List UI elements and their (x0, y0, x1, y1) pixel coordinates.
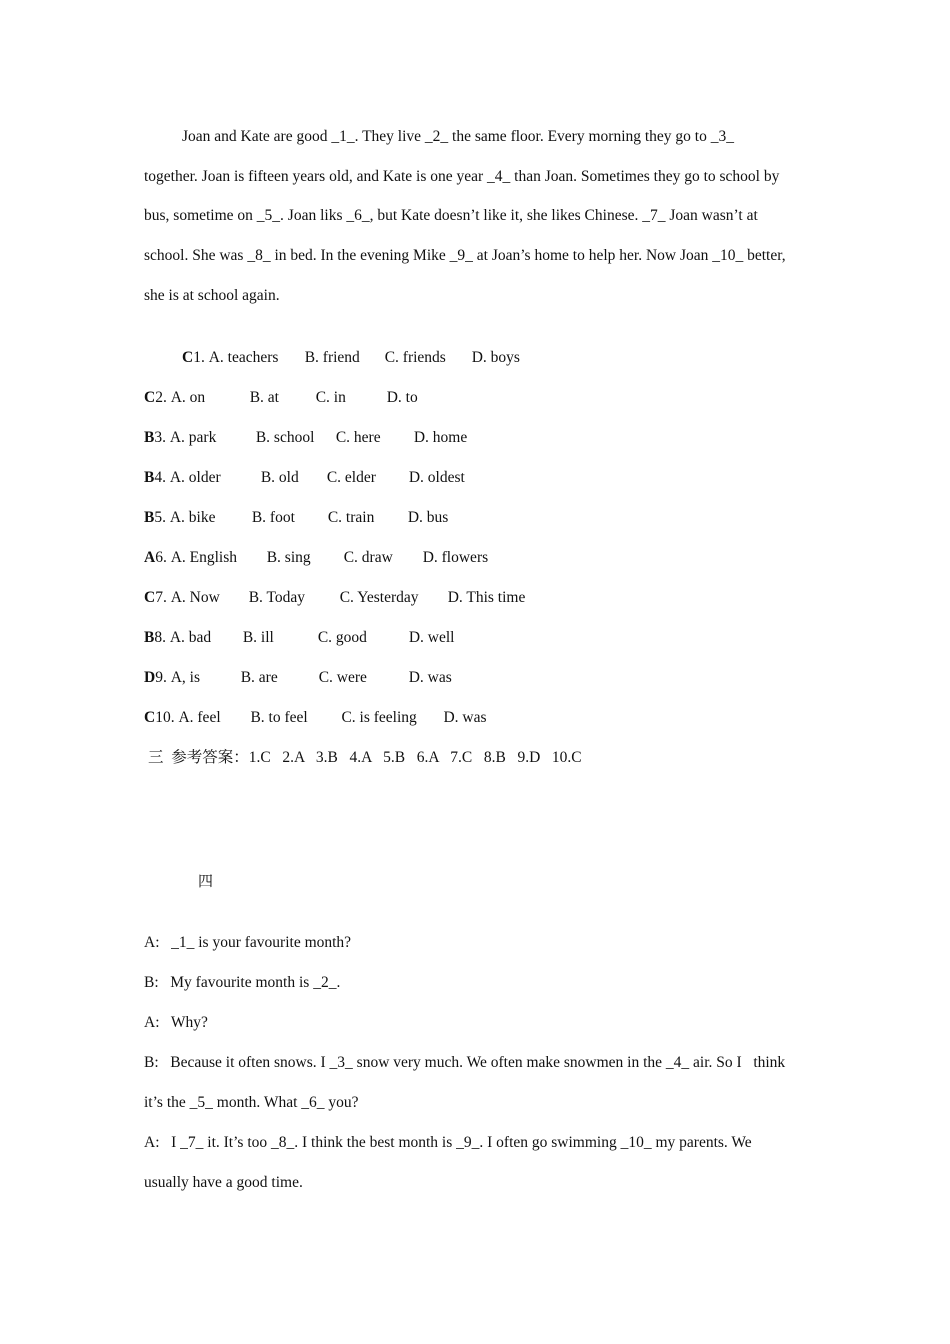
option: C. Yesterday (339, 589, 419, 606)
dialogue-line: B: My favourite month is _2_. (144, 974, 341, 991)
question-number: 6. (155, 549, 167, 566)
question-4 (144, 468, 465, 488)
question-number: 3. (154, 429, 166, 446)
option: B. at (249, 389, 279, 406)
dialogue-line: B: Because it often snows. I _3_ snow very much. We often make snowmen in the _4_ air. So I think (144, 1054, 786, 1071)
option: A. bike (169, 509, 216, 526)
option: D. bus (407, 509, 449, 526)
answer-letter: C (144, 389, 156, 406)
dialogue-line: A: Why? (144, 1014, 208, 1031)
question-number: 10. (155, 709, 175, 726)
option: C. were (318, 669, 367, 686)
option: B. friend (304, 349, 360, 366)
option: C. good (317, 629, 367, 646)
option: B. ill (242, 629, 274, 646)
option: B. old (260, 469, 299, 486)
option: A. older (169, 469, 221, 486)
option: D. well (408, 629, 455, 646)
dialogue-line: usually have a good time. (144, 1174, 303, 1191)
option: D. was (443, 709, 487, 726)
passage-line: Joan and Kate are good _1_. They live _2_ the same floor. Every morning they go to _3_ (182, 128, 734, 145)
question-number: 5. (154, 509, 166, 526)
option: D. home (413, 429, 468, 446)
question-3 (144, 428, 467, 448)
question-6 (144, 548, 488, 568)
passage-line: together. Joan is fifteen years old, and Kate is one year _4_ than Joan. Sometimes they go to school by (144, 168, 780, 185)
option: B. foot (251, 509, 295, 526)
option: A. feel (178, 709, 221, 726)
option: B. are (240, 669, 278, 686)
answer-letter: B (144, 629, 155, 646)
question-number: 1. (193, 349, 205, 366)
option: A. English (170, 549, 238, 566)
option: D. to (386, 389, 418, 406)
option: D. flowers (422, 549, 489, 566)
question-2 (144, 388, 418, 408)
passage-line: she is at school again. (144, 287, 280, 304)
option: B. Today (248, 589, 306, 606)
answer-letter: C (182, 349, 194, 366)
option: C. draw (343, 549, 393, 566)
passage-line: school. She was _8_ in bed. In the evening Mike _9_ at Joan’s home to help her. Now Joan _10_ better, (144, 247, 786, 264)
answer-letter: B (144, 429, 155, 446)
answer-key: 三 参考答案：1.C 2.A 3.B 4.A 5.B 6.A 7.C 8.B 9.D 10.C (148, 749, 582, 766)
question-10 (144, 708, 487, 728)
question-1 (182, 348, 520, 368)
option: C. elder (326, 469, 376, 486)
option: A, is (170, 669, 200, 686)
question-number: 4. (154, 469, 166, 486)
dialogue-line: A: _1_ is your favourite month? (144, 934, 352, 951)
dialogue-line: A: I _7_ it. It’s too _8_. I think the best month is _9_. I often go swimming _10_ my parents. We (144, 1134, 752, 1151)
option: C. is feeling (341, 709, 417, 726)
option: A. Now (170, 589, 220, 606)
option: A. park (169, 429, 217, 446)
answer-letter: B (144, 469, 155, 486)
passage-line: bus, sometime on _5_. Joan liks _6_, but Kate doesn’t like it, she likes Chinese. _7_ Joan wasn’t at (144, 207, 758, 224)
option: B. school (255, 429, 315, 446)
option: C. in (315, 389, 346, 406)
option: A. bad (169, 629, 212, 646)
question-number: 7. (155, 589, 167, 606)
question-7 (144, 588, 525, 608)
option: C. friends (384, 349, 446, 366)
option: D. boys (471, 349, 520, 366)
option: D. oldest (408, 469, 465, 486)
answer-letter: C (144, 709, 156, 726)
question-number: 9. (155, 669, 167, 686)
option: D. This time (447, 589, 526, 606)
dialogue-line: it’s the _5_ month. What _6_ you? (144, 1094, 359, 1111)
question-number: 8. (154, 629, 166, 646)
question-5 (144, 508, 448, 528)
option: A. on (170, 389, 206, 406)
option: C. here (335, 429, 381, 446)
question-number: 2. (155, 389, 167, 406)
option: B. sing (266, 549, 311, 566)
answer-letter: A (144, 549, 156, 566)
question-9 (144, 668, 452, 688)
answer-letter: B (144, 509, 155, 526)
option: A. teachers (208, 349, 279, 366)
answer-letter: C (144, 589, 156, 606)
option: B. to feel (250, 709, 308, 726)
answer-letter: D (144, 669, 156, 686)
option: D. was (408, 669, 452, 686)
option: C. train (327, 509, 375, 526)
section-heading: 四 (198, 872, 214, 890)
question-8 (144, 628, 454, 648)
